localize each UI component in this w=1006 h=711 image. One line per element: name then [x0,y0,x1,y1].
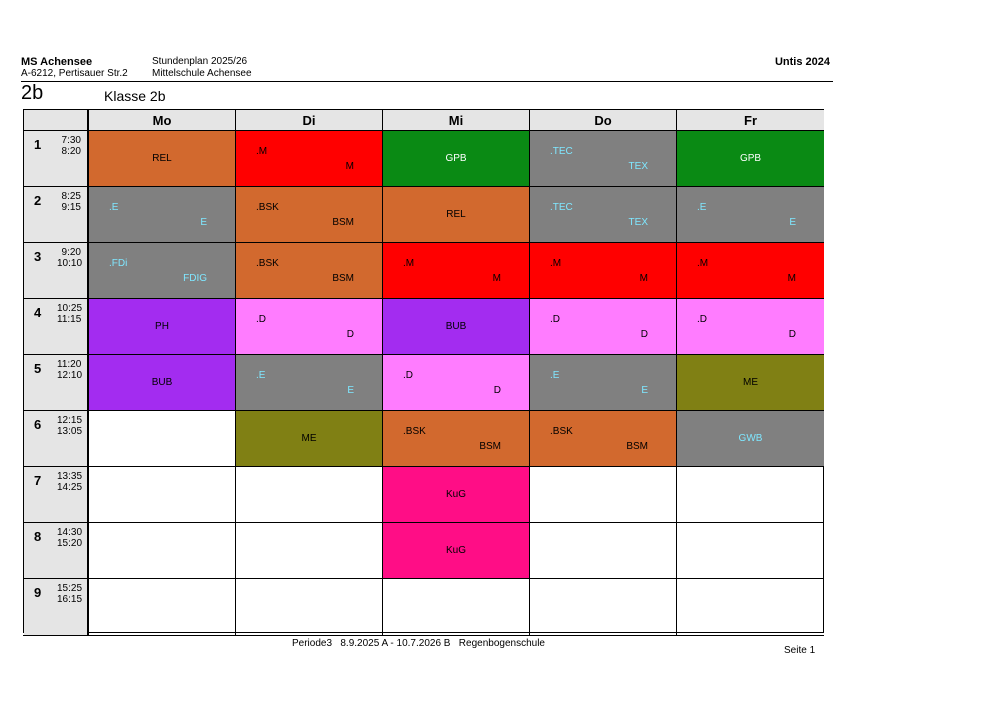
lesson-subject: BUB [445,321,467,332]
lesson-subject: M [639,273,648,284]
lesson-subject: M [345,161,354,172]
lesson-cell [383,187,530,243]
day-header: Mi [383,110,530,131]
software-label: Untis 2024 [774,56,830,68]
lesson-group-code: .BSK [403,426,426,437]
lesson-cell [383,411,530,467]
period-label [24,523,89,579]
lesson-cell [89,579,236,635]
lesson-group-code: .E [697,202,707,213]
period-label [24,579,89,635]
lesson-cell [383,467,530,523]
lesson-group-code: .D [697,314,707,325]
day-header: Di [236,110,383,131]
lesson-group-code: .D [550,314,560,325]
lesson-cell [530,131,677,187]
period-start-time: 7:30 [61,135,81,146]
period-end-time: 14:25 [57,482,83,493]
lesson-subject: BSM [332,273,354,284]
lesson-group-code: .BSK [256,258,279,269]
lesson-cell [677,131,824,187]
period-times [57,415,81,437]
page-number: Seite 1 [784,645,816,656]
timetable-grid [23,109,824,633]
day-header: Do [530,110,677,131]
lesson-subject: GWB [738,433,763,444]
period-start-time: 14:30 [57,527,83,538]
period-start-time: 11:20 [57,359,82,370]
lesson-subject: D [640,329,648,340]
lesson-cell [383,355,530,411]
lesson-cell [89,243,236,299]
lesson-cell [89,355,236,411]
plan-title: Stundenplan 2025/26 [152,56,248,67]
lesson-cell [383,131,530,187]
lesson-subject: FDIG [183,273,207,284]
period-start-time: 12:15 [57,415,83,426]
lesson-cell [530,299,677,355]
lesson-group-code: .M [697,258,709,269]
lesson-subject: BSM [626,441,648,452]
school-name: MS Achensee [21,56,93,68]
period-label [24,299,89,355]
period-start-time: 10:25 [57,303,83,314]
lesson-subject: TEX [628,217,648,228]
period-label [24,243,89,299]
period-times [57,135,81,157]
lesson-cell [89,131,236,187]
lesson-subject: D [493,385,501,396]
period-end-time: 9:15 [61,202,81,213]
period-end-time: 10:10 [57,258,83,269]
lesson-subject: BSM [479,441,501,452]
lesson-group-code: .TEC [550,202,573,213]
lesson-cell [677,523,824,579]
lesson-group-code: .BSK [256,202,279,213]
period-number: 3 [34,249,42,264]
lesson-cell [530,355,677,411]
lesson-cell [236,243,383,299]
lesson-cell [89,467,236,523]
lesson-group-code: .FDi [109,258,128,269]
period-start-time: 8:25 [61,191,81,202]
day-header: Fr [677,110,824,131]
period-number: 7 [34,473,42,488]
lesson-group-code: .D [403,370,413,381]
lesson-subject: E [789,217,796,228]
lesson-cell [236,411,383,467]
period-times [57,191,81,213]
lesson-cell [530,187,677,243]
period-end-time: 11:15 [57,314,82,325]
period-number: 6 [34,417,42,432]
lesson-subject: M [492,273,501,284]
lesson-cell [530,411,677,467]
lesson-cell [89,187,236,243]
lesson-subject: GPB [445,153,467,164]
period-start-time: 13:35 [57,471,83,482]
plan-subtitle: Mittelschule Achensee [152,68,252,79]
lesson-cell [530,579,677,635]
period-number: 9 [34,585,42,600]
lesson-cell [236,467,383,523]
lesson-cell [677,355,824,411]
lesson-group-code: .TEC [550,146,573,157]
lesson-cell [383,579,530,635]
period-number: 8 [34,529,42,544]
lesson-cell [383,523,530,579]
footer-divider [23,635,824,636]
lesson-cell [677,187,824,243]
lesson-cell [677,299,824,355]
lesson-cell [677,467,824,523]
lesson-group-code: .E [109,202,119,213]
period-times [57,527,81,549]
period-times [57,471,81,493]
lesson-cell [383,243,530,299]
lesson-subject: ME [743,377,758,388]
period-number: 5 [34,361,42,376]
lesson-group-code: .E [256,370,266,381]
lesson-subject: E [347,385,354,396]
lesson-group-code: .D [256,314,266,325]
lesson-cell [236,299,383,355]
school-address: A-6212, Pertisauer Str.2 [21,68,128,79]
period-number: 1 [34,137,42,152]
lesson-cell [677,243,824,299]
period-end-time: 15:20 [57,538,83,549]
period-label [24,187,89,243]
period-number: 4 [34,305,42,320]
period-start-time: 15:25 [57,583,83,594]
lesson-group-code: .M [403,258,415,269]
lesson-cell [383,299,530,355]
lesson-subject: D [788,329,796,340]
header-divider [21,81,833,82]
lesson-cell [236,355,383,411]
period-label [24,355,89,411]
lesson-subject: REL [152,153,172,164]
period-end-time: 16:15 [57,594,83,605]
class-label: Klasse 2b [104,88,166,104]
period-times [57,247,81,269]
lesson-cell [677,579,824,635]
class-code: 2b [21,82,44,104]
lesson-cell [89,299,236,355]
lesson-subject: KuG [445,545,466,556]
lesson-group-code: .M [256,146,268,157]
lesson-group-code: .M [550,258,562,269]
lesson-cell [677,411,824,467]
lesson-subject: REL [446,209,466,220]
lesson-subject: E [641,385,648,396]
grid-corner [24,110,89,131]
period-times [57,583,81,605]
period-start-time: 9:20 [61,247,81,258]
period-number: 2 [34,193,42,208]
lesson-subject: KuG [445,489,466,500]
period-end-time: 12:10 [57,370,83,381]
lesson-cell [236,523,383,579]
period-times [57,359,81,381]
lesson-subject: M [787,273,796,284]
lesson-group-code: .E [550,370,560,381]
lesson-cell [530,243,677,299]
period-end-time: 13:05 [57,426,83,437]
lesson-subject: E [200,217,207,228]
period-label [24,467,89,523]
lesson-cell [530,467,677,523]
lesson-cell [530,523,677,579]
lesson-subject: TEX [628,161,648,172]
lesson-cell [236,187,383,243]
lesson-cell [236,579,383,635]
lesson-subject: GPB [739,153,762,164]
lesson-subject: PH [155,321,169,332]
footer-info: Periode3 8.9.2025 A - 10.7.2026 B Regenbogenschule [292,638,545,649]
lesson-group-code: .BSK [550,426,573,437]
period-end-time: 8:20 [61,146,81,157]
lesson-cell [89,523,236,579]
lesson-subject: D [346,329,354,340]
day-header: Mo [89,110,236,131]
lesson-cell [89,411,236,467]
lesson-subject: BSM [332,217,354,228]
lesson-subject: BUB [151,377,173,388]
period-label [24,131,89,187]
lesson-subject: ME [301,433,317,444]
lesson-cell [236,131,383,187]
period-times [57,303,81,325]
period-label [24,411,89,467]
